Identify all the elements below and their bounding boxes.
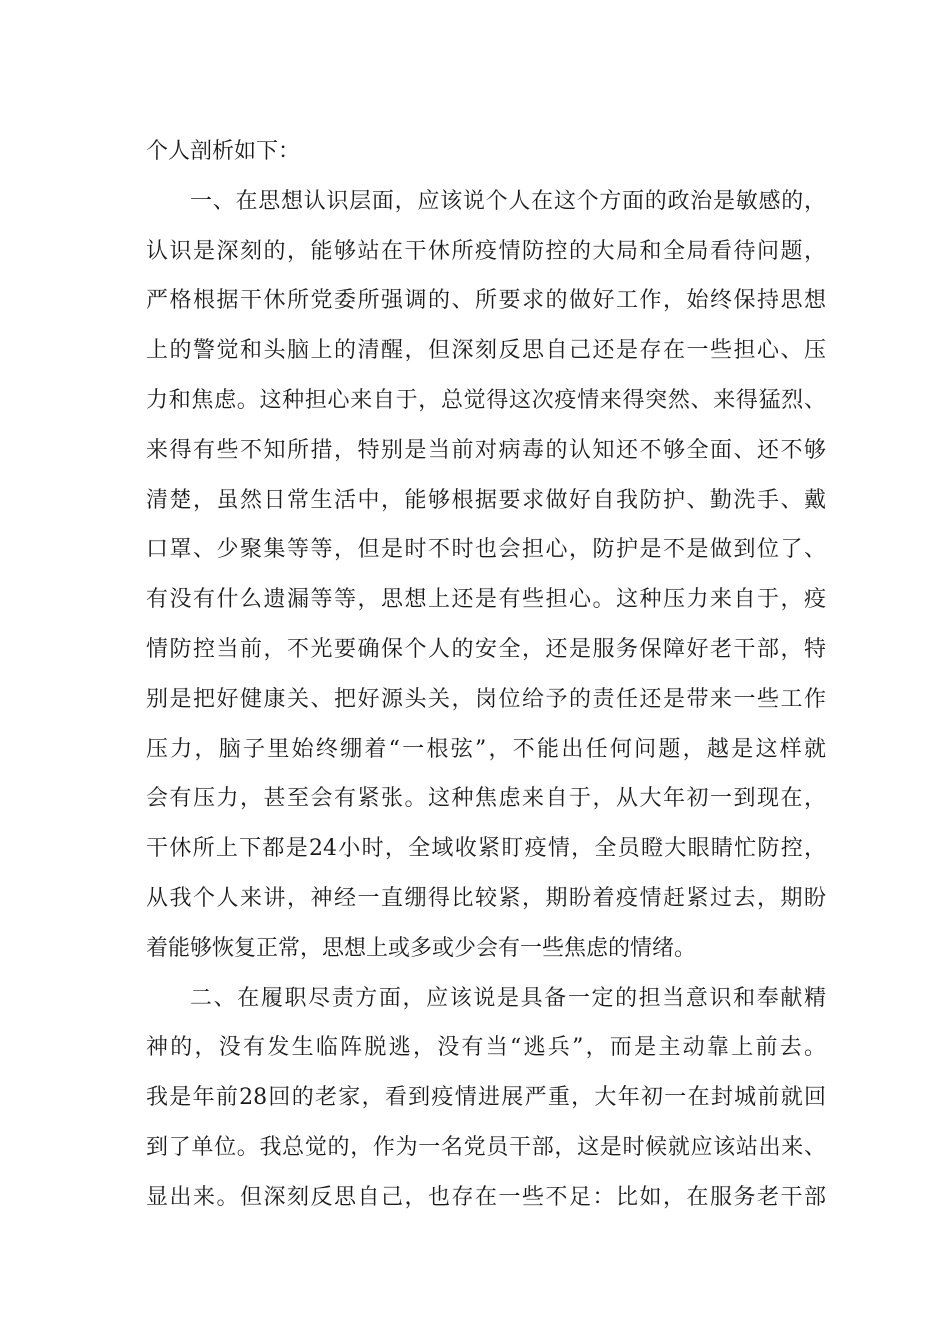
text-line: 我是年前28回的老家，看到疫情进展严重，大年初一在封城前就回: [146, 1085, 826, 1111]
text-line: 从我个人来讲，神经一直绷得比较紧，期盼着疫情赶紧过去，期盼: [146, 885, 826, 911]
paragraph-1-last-line: 着能够恢复正常，思想上或多或少会有一些焦虑的情绪。: [146, 935, 697, 961]
paragraph-2-first-line: 二、在履职尽责方面，应该说是具备一定的担当意识和奉献精: [190, 985, 826, 1011]
text-line: 来得有些不知所措，特别是当前对病毒的认知还不够全面、还不够: [146, 437, 826, 463]
text-line: 认识是深刻的，能够站在干休所疫情防控的大局和全局看待问题，: [146, 238, 826, 264]
text-line-intro: 个人剖析如下：: [146, 139, 301, 164]
text-line: 严格根据干休所党委所强调的、所要求的做好工作，始终保持思想: [146, 288, 826, 314]
text-line: 口罩、少聚集等等，但是时不时也会担心，防护是不是做到位了、: [146, 537, 826, 563]
text-line: 压力，脑子里始终绷着“一根弦”，不能出任何问题，越是这样就: [146, 736, 826, 762]
text-line: 显出来。但深刻反思自己，也存在一些不足：比如，在服务老干部: [146, 1184, 826, 1210]
body-text: [146, 127, 826, 1223]
text-line: 到了单位。我总觉的，作为一名党员干部，这是时候就应该站出来、: [146, 1134, 826, 1160]
text-line: 别是把好健康关、把好源头关，岗位给予的责任还是带来一些工作: [146, 686, 826, 712]
text-line: 情防控当前，不光要确保个人的安全，还是服务保障好老干部，特: [146, 636, 826, 662]
text-line: 有没有什么遗漏等等，思想上还是有些担心。这种压力来自于，疫: [146, 587, 826, 613]
text-line: 清楚，虽然日常生活中，能够根据要求做好自我防护、勤洗手、戴: [146, 487, 826, 513]
text-line: 力和焦虑。这种担心来自于，总觉得这次疫情来得突然、来得猛烈、: [146, 387, 826, 413]
text-line: 会有压力，甚至会有紧张。这种焦虑来自于，从大年初一到现在，: [146, 786, 826, 812]
text-line: 上的警觉和头脑上的清醒，但深刻反思自己还是存在一些担心、压: [146, 338, 826, 364]
text-line: 神的，没有发生临阵脱逃，没有当“逃兵”，而是主动靠上前去。: [146, 1035, 826, 1061]
paragraph-1-first-line: 一、在思想认识层面，应该说个人在这个方面的政治是敏感的，: [190, 188, 826, 214]
text-line: 干休所上下都是24小时，全域收紧盯疫情，全员瞪大眼睛忙防控，: [146, 836, 826, 862]
